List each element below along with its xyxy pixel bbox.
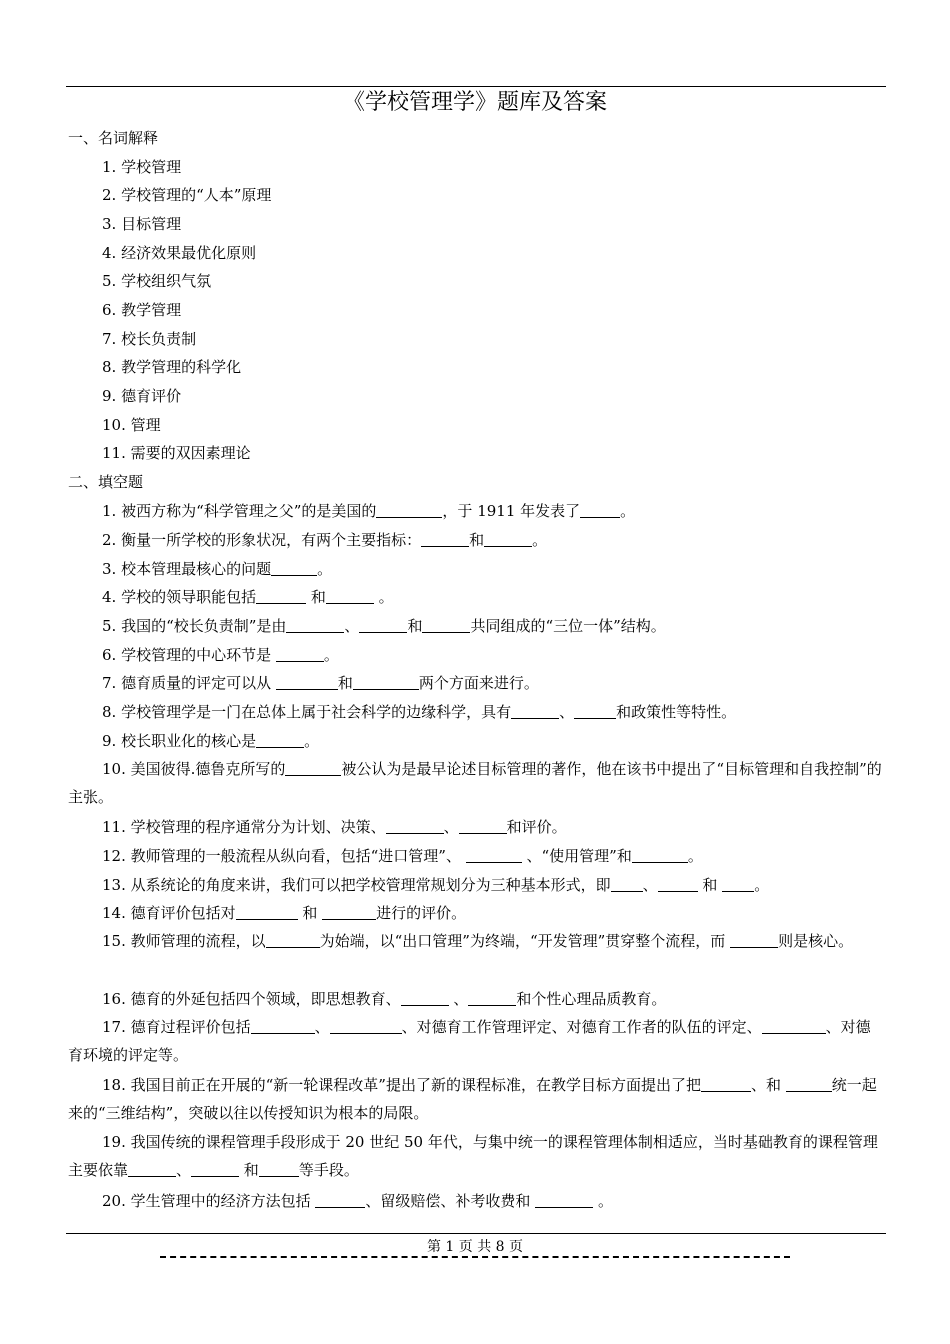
- answer-blank: [266, 933, 320, 948]
- answer-blank: [322, 905, 376, 920]
- answer-blank: [276, 675, 338, 690]
- answer-blank: [315, 1193, 365, 1208]
- question-19: 19. 我国传统的课程管理手段形成于 20 世纪 50 年代，与集中统一的课程管理体制相适应，当时基础教育的课程管理主要依靠 、 和 等手段。: [68, 1133, 878, 1179]
- question-1: 1. 被西方称为“科学管理之父”的是美国的 ，于 1911 年发表了 。: [102, 502, 636, 520]
- answer-blank: [730, 933, 778, 948]
- question-14: 14. 德育评价包括对 和 进行的评价。: [102, 904, 467, 922]
- answer-blank: [459, 819, 507, 834]
- answer-blank: [658, 877, 698, 892]
- question-13: 13. 从系统论的角度来讲，我们可以把学校管理常规划分为三种基本形式，即 、 和 。: [102, 876, 770, 894]
- answer-blank: [611, 877, 643, 892]
- page-title: 《学校管理学》题库及答案: [342, 90, 607, 115]
- question-11: 11. 学校管理的程序通常分为计划、决策、 、 和评价。: [102, 818, 567, 836]
- answer-blank: [271, 561, 317, 576]
- section-heading-fill: 二、填空题: [68, 473, 144, 491]
- answer-blank: [484, 532, 532, 547]
- question-15: 15. 教师管理的流程，以 为始端，以“出口管理”为终端，“开发管理”贯穿整个流程，而 则是核心。: [102, 932, 854, 950]
- answer-blank: [574, 704, 616, 719]
- answer-blank: [256, 589, 306, 604]
- answer-blank: [276, 647, 324, 662]
- answer-blank: [786, 1077, 832, 1092]
- answer-blank: [376, 503, 442, 518]
- question-12: 12. 教师管理的一般流程从纵向看，包括“进口管理”、 、“使用管理”和 。: [102, 847, 703, 865]
- answer-blank: [421, 532, 469, 547]
- answer-blank: [326, 589, 374, 604]
- answer-blank: [256, 733, 304, 748]
- question-17: 17. 德育过程评价包括 、 、对德育工作管理评定、对德育工作者的队伍的评定、 、对德育环境的评定等。: [68, 1018, 871, 1064]
- question-7: 7. 德育质量的评定可以从 和 两个方面来进行。: [102, 674, 539, 692]
- page-number: 第 1 页 共 8 页: [426, 1239, 524, 1255]
- term-item: 3. 目标管理: [102, 215, 182, 233]
- question-16: 16. 德育的外延包括四个领域，即思想教育、 、 和个性心理品质教育。: [102, 990, 667, 1008]
- answer-blank: [128, 1162, 176, 1177]
- answer-blank: [285, 761, 341, 776]
- answer-blank: [511, 704, 559, 719]
- dashed-divider: [160, 1256, 790, 1258]
- question-9: 9. 校长职业化的核心是 。: [102, 732, 320, 750]
- answer-blank: [286, 618, 344, 633]
- question-10: 10. 美国彼得.德鲁克所写的 被公认为是最早论述目标管理的著作，他在该书中提出了“目标管理和自我控制”的主张。: [68, 760, 882, 806]
- answer-blank: [353, 675, 419, 690]
- answer-blank: [535, 1193, 593, 1208]
- question-18: 18. 我国目前正在开展的“新一轮课程改革”提出了新的课程标准，在教学目标方面提出了把 、和 统一起来的“三维结构”，突破以往以传授知识为根本的局限。: [68, 1076, 877, 1122]
- top-rule: [66, 86, 886, 87]
- term-item: 9. 德育评价: [102, 387, 182, 405]
- question-20: 20. 学生管理中的经济方法包括 、留级赔偿、补考收费和 。: [102, 1192, 613, 1210]
- term-item: 5. 学校组织气氛: [102, 272, 212, 290]
- answer-blank: [386, 819, 444, 834]
- answer-blank: [422, 618, 470, 633]
- question-5: 5. 我国的“校长负责制”是由 、 和 共同组成的“三位一体”结构。: [102, 617, 666, 635]
- term-item: 11. 需要的双因素理论: [102, 444, 251, 462]
- question-2: 2. 衡量一所学校的形象状况，有两个主要指标： 和 。: [102, 531, 548, 549]
- answer-blank: [722, 877, 754, 892]
- term-item: 2. 学校管理的“人本”原理: [102, 186, 272, 204]
- bottom-rule: [66, 1233, 886, 1234]
- answer-blank: [466, 848, 522, 863]
- term-item: 6. 教学管理: [102, 301, 182, 319]
- answer-blank: [359, 618, 407, 633]
- answer-blank: [259, 1162, 299, 1177]
- answer-blank: [401, 991, 449, 1006]
- question-8: 8. 学校管理学是一门在总体上属于社会科学的边缘科学，具有 、 和政策性等特性。: [102, 703, 737, 721]
- answer-blank: [632, 848, 688, 863]
- question-3: 3. 校本管理最核心的问题 。: [102, 560, 333, 578]
- answer-blank: [701, 1077, 751, 1092]
- answer-blank: [330, 1019, 402, 1034]
- question-6: 6. 学校管理的中心环节是 。: [102, 646, 339, 664]
- answer-blank: [191, 1162, 239, 1177]
- section-heading-terms: 一、名词解释: [68, 129, 159, 147]
- term-item: 10. 管理: [102, 416, 161, 434]
- answer-blank: [580, 503, 620, 518]
- term-item: 7. 校长负责制: [102, 330, 197, 348]
- answer-blank: [762, 1019, 826, 1034]
- term-item: 8. 教学管理的科学化: [102, 358, 242, 376]
- question-4: 4. 学校的领导职能包括 和 。: [102, 588, 394, 606]
- answer-blank: [468, 991, 516, 1006]
- term-item: 1. 学校管理: [102, 158, 182, 176]
- term-item: 4. 经济效果最优化原则: [102, 244, 257, 262]
- answer-blank: [251, 1019, 315, 1034]
- answer-blank: [236, 905, 298, 920]
